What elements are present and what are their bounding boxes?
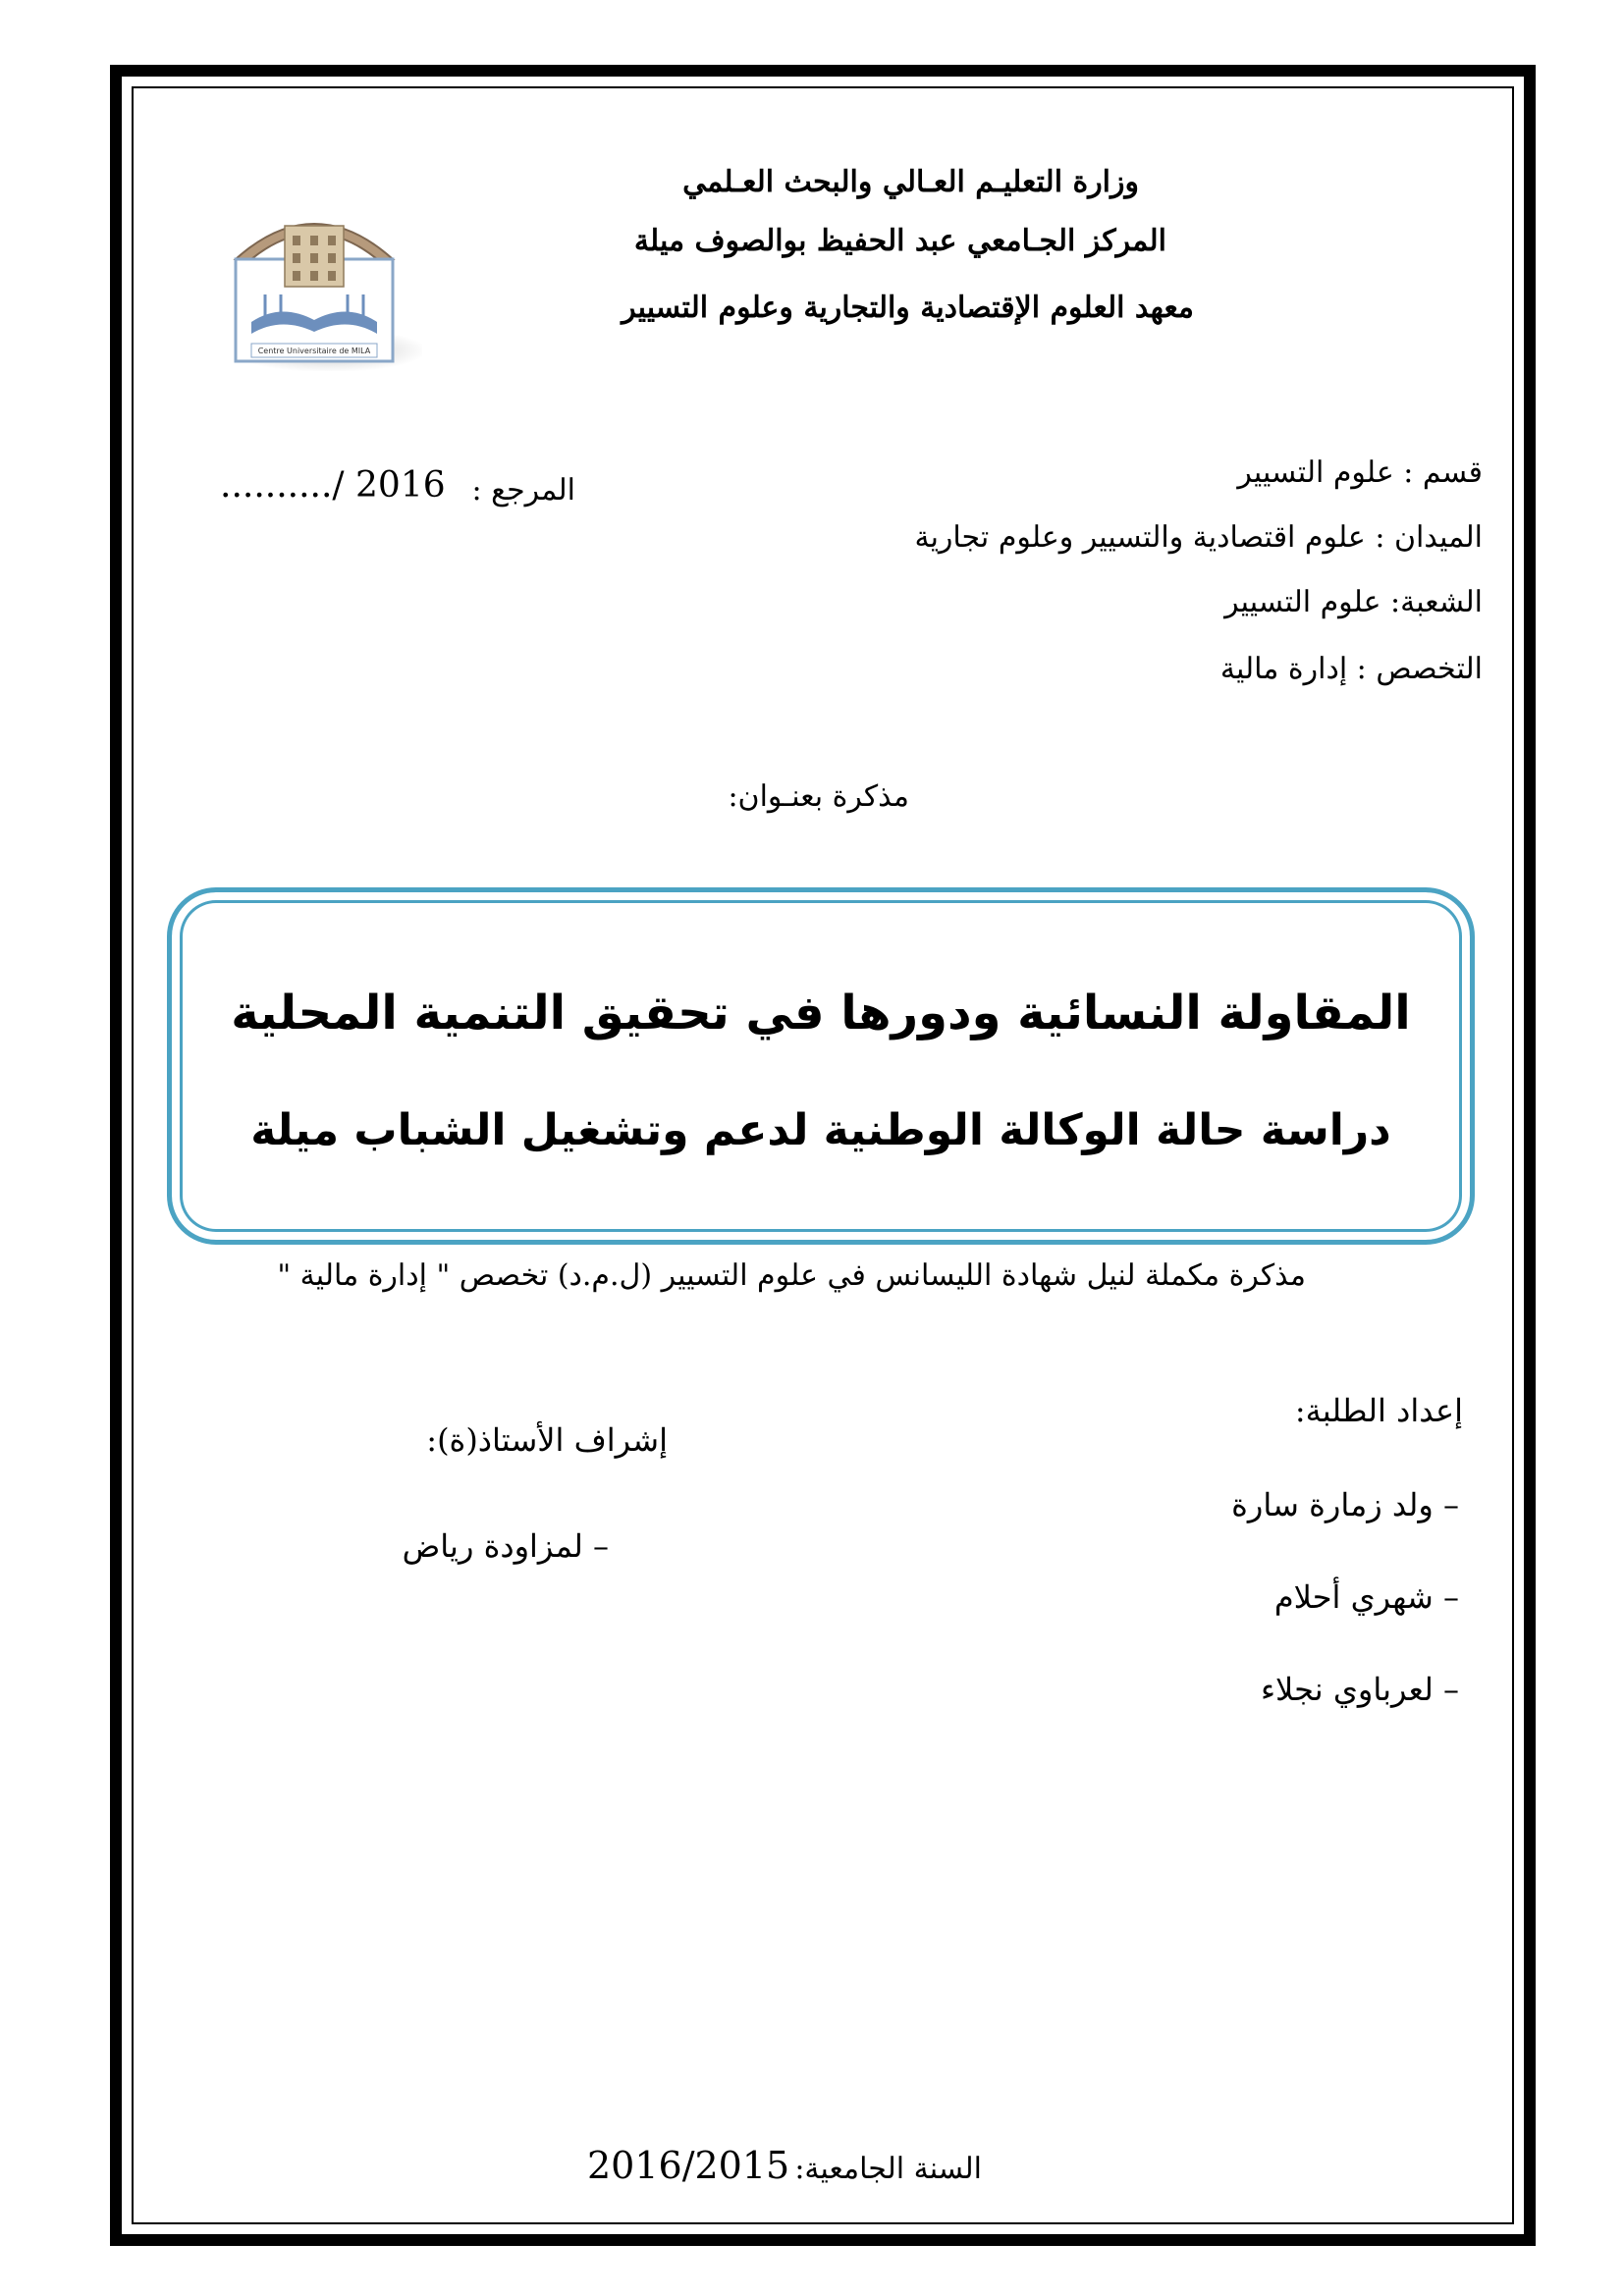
reference-value: ........../ 2016 (220, 465, 446, 506)
supervisor-label: إشراف الأستاذ(ة): (426, 1421, 668, 1459)
academic-year-label: السنة الجامعية: (794, 2152, 982, 2186)
students-label: إعداد الطلبة: (1294, 1392, 1463, 1429)
title-frame (167, 887, 1475, 1245)
logo-caption: Centre Universitaire de MILA (257, 347, 371, 355)
academic-year (587, 2144, 982, 2187)
student-name: – ولد زمارة سارة (1231, 1486, 1459, 1523)
department-field: قسم : علوم التسيير (1237, 455, 1483, 490)
thesis-title: المقاولة النسائية ودورها في تحقيق التنمية المحلية (231, 986, 1411, 1041)
university-center-line: المركز الجـامعي عبد الحفيظ بوالصوف ميلة (633, 224, 1166, 258)
academic-year-value: 2016/2015 (587, 2144, 790, 2187)
supervisor-name: – لمزاودة رياض (402, 1527, 609, 1565)
university-logo (222, 200, 406, 367)
student-name: – شهري أحلام (1273, 1578, 1459, 1616)
reference-label: المرجع : (471, 473, 575, 507)
thesis-subtitle: دراسة حالة الوكالة الوطنية لدعم وتشغيل الشباب ميلة (250, 1105, 1391, 1155)
degree-line: مذكرة مكملة لنيل شهادة الليسانس في علوم التسيير (ل.م.د) تخصص " إدارة مالية " (277, 1258, 1306, 1293)
institute-line: معهد العلوم الإقتصادية والتجارية وعلوم التسيير (622, 291, 1194, 325)
branch-field: الشعبة: علوم التسيير (1224, 585, 1483, 619)
specialty-field: التخصص : إدارة مالية (1219, 652, 1483, 686)
memo-title-label: مذكرة بعنـوان: (728, 779, 909, 814)
domain-field: الميدان : علوم اقتصادية والتسيير وعلوم تجارية (914, 520, 1483, 555)
student-name: – لعرباوي نجلاء (1260, 1671, 1459, 1708)
ministry-line: وزارة التعليـم العـالي والبحث العـلمي (682, 165, 1139, 199)
